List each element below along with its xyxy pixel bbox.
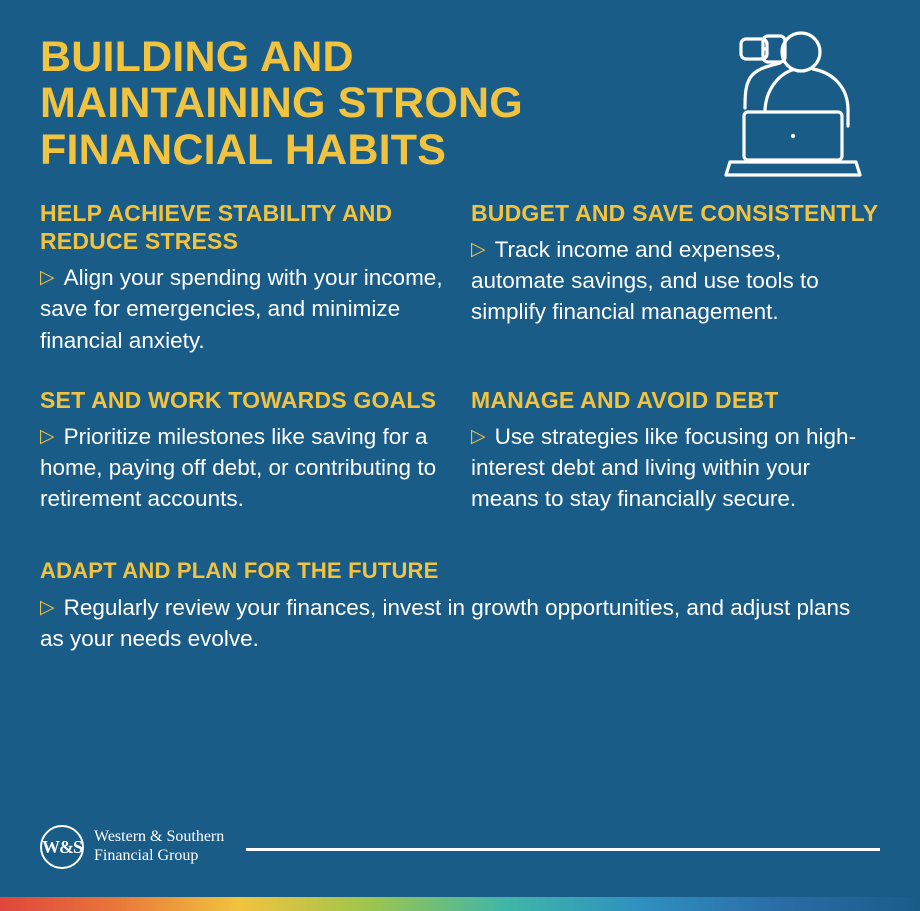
section-body-text: Use strategies like focusing on high-interest debt and living within your means to stay financially secure. — [471, 423, 857, 511]
bottom-gradient-bar — [0, 897, 920, 911]
sections-grid-row-2 — [40, 386, 880, 520]
logo-monogram: W&S — [40, 825, 84, 869]
triangle-bullet-icon: ▷ — [40, 267, 55, 289]
section-body-text: Align your spending with your income, save for emergencies, and minimize financial anxiety. — [40, 265, 443, 353]
title-line-3: FINANCIAL HABITS — [40, 125, 447, 174]
title-line-2: MAINTAINING STRONG — [40, 79, 523, 128]
section-body-text: Regularly review your finances, invest in growth opportunities, and adjust plans as your needs evolve. — [40, 594, 851, 651]
section-body-text: Track income and expenses, automate savings, and use tools to simplify financial management. — [471, 237, 819, 325]
section-heading: SET AND WORK TOWARDS GOALS — [40, 386, 437, 413]
section-goals — [40, 386, 454, 514]
logo-wordmark-line-2: Financial Group — [94, 847, 199, 864]
footer — [40, 825, 880, 869]
section-future — [40, 558, 880, 654]
section-body — [40, 592, 880, 654]
section-heading: BUDGET AND SAVE CONSISTENTLY — [471, 200, 879, 227]
triangle-bullet-icon: ▷ — [471, 239, 486, 261]
logo-wordmark-line-1: Western & Southern — [94, 828, 225, 846]
logo-wordmark — [94, 828, 224, 866]
section-heading: MANAGE AND AVOID DEBT — [471, 386, 779, 413]
section-body — [40, 421, 454, 514]
section-body — [40, 262, 454, 355]
footer-divider — [246, 848, 880, 851]
person-with-binoculars-at-laptop-icon — [708, 22, 878, 187]
section-body — [471, 234, 880, 327]
section-heading: HELP ACHIEVE STABILITY AND REDUCE STRESS — [40, 200, 393, 255]
section-stability — [40, 199, 454, 355]
triangle-bullet-icon: ▷ — [471, 425, 486, 447]
section-debt — [466, 386, 880, 514]
section-budget — [466, 199, 880, 355]
triangle-bullet-icon: ▷ — [40, 596, 55, 618]
sections-grid-row-1 — [40, 199, 880, 361]
section-body-text: Prioritize milestones like saving for a home, paying off debt, or contributing to retirement accounts. — [40, 423, 437, 511]
section-body — [471, 421, 880, 514]
title-line-1: BUILDING AND — [40, 33, 354, 81]
western-southern-logo — [40, 825, 224, 869]
triangle-bullet-icon: ▷ — [40, 425, 55, 447]
page-title — [40, 34, 680, 173]
section-heading: ADAPT AND PLAN FOR THE FUTURE — [40, 557, 439, 583]
